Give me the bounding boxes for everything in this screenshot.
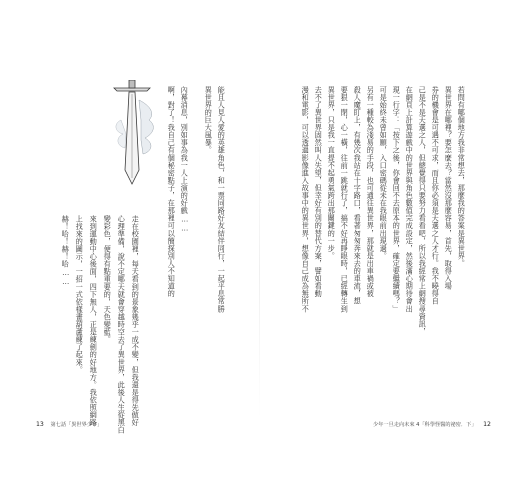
text-column: 內幕消息，別如事為我一人上演的好戲…… <box>180 86 190 234</box>
sword-illustration <box>95 80 165 210</box>
text-column: 能且人見人愛的英雄角色，和一票同路好友結伴同行，一起平息常勝 <box>217 86 227 313</box>
chapter-label: 第七話「異世界少年」 <box>50 422 103 428</box>
text-column: 走在校園裡，每天看到的景象幾乎一成不變，但我還是得先做好 <box>131 215 141 427</box>
text-column: 現一行字：「按下之後，你會回不去原本的世界，確定要繼續嗎？」 <box>392 86 402 313</box>
text-column: 異世界，只是我一直提不起勇氣跨出那關鍵的一步。 <box>327 86 337 260</box>
text-column: 赫！哈！赫！哈…… <box>61 215 71 287</box>
text-column: 去不了異世界固然叫人失望，但幸好有別的替代方案，譬如看動 <box>314 86 324 298</box>
text-column: 漫和電影，可以透過影像進入故事中的異世界，想像自己成為無所不 <box>301 86 311 313</box>
text-column: 券的機會是可遇不可求，而且你必須是天選之人才行。我不曉得自 <box>431 86 441 305</box>
right-page <box>260 0 520 500</box>
text-column: 啊，對了！我自己有個秘密點子，在那裡可以簡探別人不知道的 <box>167 86 177 298</box>
page-footer <box>36 421 102 428</box>
text-column: 另有一種較為淺易的手段，也可通往異世界，那就是出車禍或被 <box>366 86 376 298</box>
text-column: 心理準備，說不定哪天就會穿越時空去了異世界，此後人生從黑白 <box>117 215 127 434</box>
text-column: 要狠一閉，心一橫，往前一跳就行了，搞不好再睜眼時，已經轉生到 <box>340 86 350 313</box>
page-number: 12 <box>483 421 491 428</box>
text-column: 可是始終未曾如願，入口密碼從未在我眼前出現過。 <box>379 86 389 260</box>
text-column: 變彩色，便得有點重要的，天色變藍。 <box>103 215 113 344</box>
text-column: 異世界的巨大風暴。 <box>204 86 214 154</box>
text-column: 在網頁上計算遊戲中的世界與角色數值完成設定，然後滿心期待會出 <box>405 86 415 313</box>
text-column: 來到運動中心後面，四下無人，正是練劍的好地方。我依照網路 <box>89 215 99 427</box>
page-footer <box>373 421 491 428</box>
text-column: 己是不是天選之人，但總覺得只要努力看看吧，所以我經常上網搜尋資訊， <box>418 86 428 336</box>
text-column: 若問有哪個地方我非常想去，那麼我的答案是異世界。 <box>457 86 467 268</box>
chapter-label: 少年一旦走向未來 4「科學怪醫的祕密．下」 <box>373 422 477 428</box>
text-column: 殺人魔盯上，有幾次我站在十字路口，看著匆匆奔來去的車流，想 <box>353 86 363 305</box>
text-column: 上找來的圖示，一招一式依樣畫葫蘆練了起來。 <box>75 215 85 374</box>
page-number: 13 <box>36 421 44 428</box>
text-column: 異世界在哪裡？要怎麼去？當然沒那麼容易，首先，取得入場 <box>444 86 454 290</box>
